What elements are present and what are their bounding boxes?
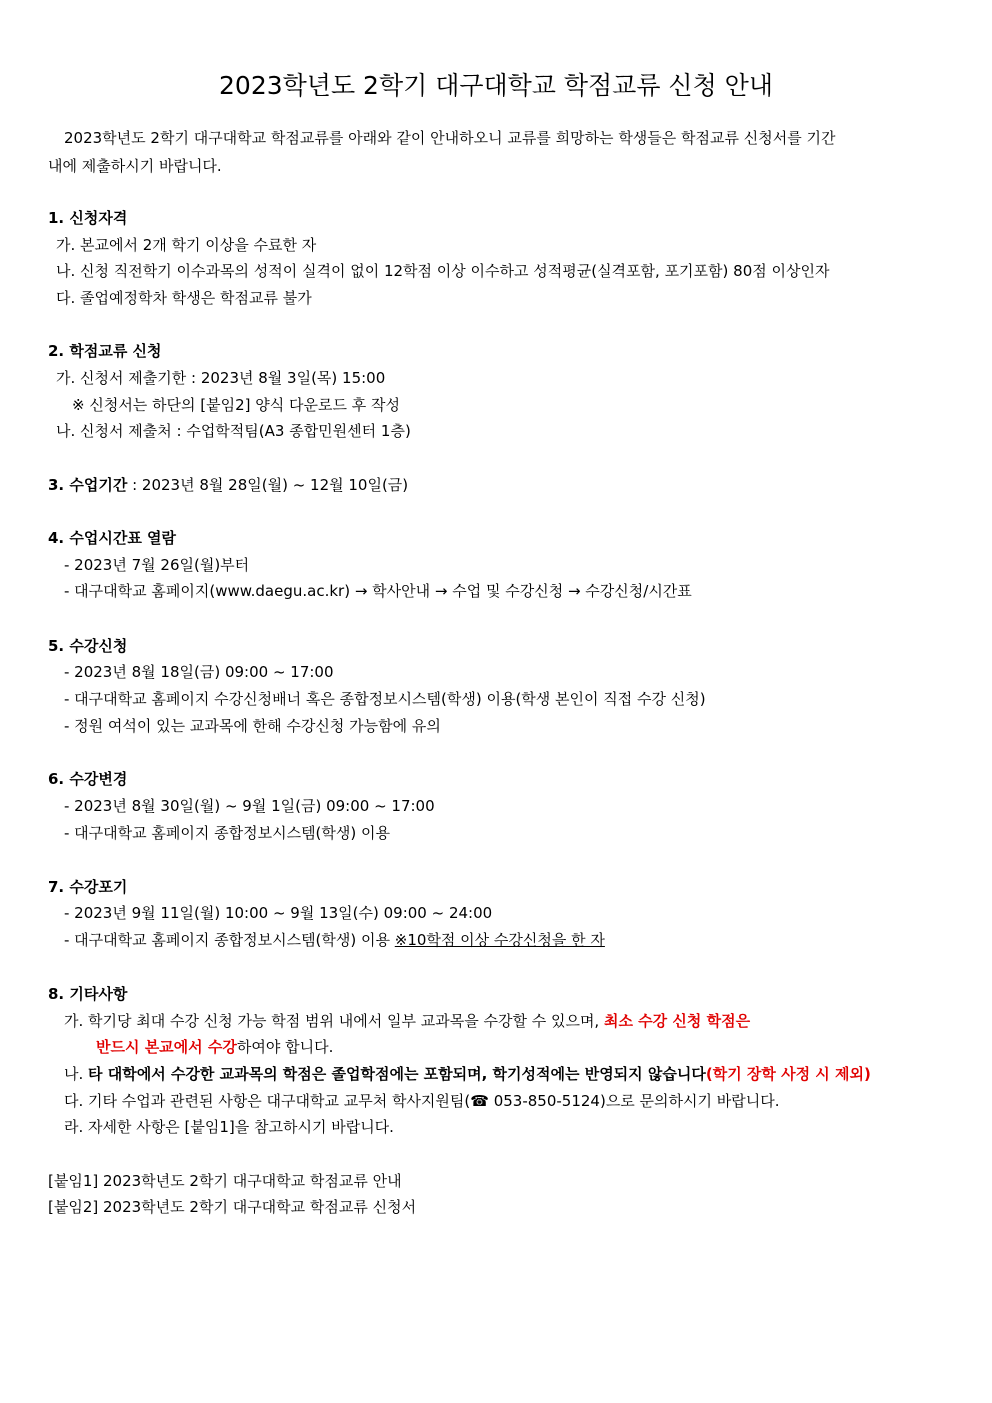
section-1-item-b: 나. 신청 직전학기 이수과목의 성적이 실격이 없이 12학점 이상 이수하고 성적평균(실격포함, 포기포함) 80점 이상인자 (56, 262, 830, 280)
section-2-heading: 2. 학점교류 신청 (48, 342, 162, 360)
section-8-item-b-prefix: 나. (64, 1065, 89, 1083)
section-7-item-b-note: ※10학점 이상 수강신청을 한 자 (394, 931, 605, 949)
attachment-1: [붙임1] 2023학년도 2학기 대구대학교 학점교류 안내 (48, 1172, 402, 1190)
section-8-item-a-suffix: 하여야 합니다. (236, 1038, 334, 1056)
section-6-item-b: - 대구대학교 홈페이지 종합정보시스템(학생) 이용 (64, 824, 390, 842)
section-7-heading: 7. 수강포기 (48, 878, 128, 896)
section-8-heading: 8. 기타사항 (48, 985, 128, 1003)
section-8-item-b (64, 1064, 871, 1084)
intro-line-1: 2023학년도 2학기 대구대학교 학점교류를 아래와 같이 안내하오니 교류를 희망하는 학생들은 학점교류 신청서를 기간 (64, 129, 836, 147)
section-6-item-a: - 2023년 8월 30일(월) ~ 9월 1일(금) 09:00 ~ 17:00 (64, 797, 435, 815)
section-8-item-a-emphasis-2: 반드시 본교에서 수강 (96, 1038, 237, 1056)
section-1-heading: 1. 신청자격 (48, 209, 128, 227)
section-7-item-b (64, 930, 605, 950)
section-5-heading: 5. 수강신청 (48, 637, 128, 655)
section-5-item-b: - 대구대학교 홈페이지 수강신청배너 혹은 종합정보시스템(학생) 이용(학생 본인이 직접 수강 신청) (64, 690, 706, 708)
section-1-item-c: 다. 졸업예정학차 학생은 학점교류 불가 (56, 289, 312, 307)
section-4-heading: 4. 수업시간표 열람 (48, 529, 177, 547)
section-7-item-a: - 2023년 9월 11일(월) 10:00 ~ 9월 13일(수) 09:00 ~ 24:00 (64, 904, 493, 922)
section-8-item-b-red: (학기 장학 사정 시 제외) (705, 1065, 871, 1083)
section-8-item-a-line-2 (96, 1037, 333, 1057)
section-8-item-a-emphasis-1: 최소 수강 신청 학점은 (603, 1012, 751, 1030)
section-3-heading: 3. 수업기간 (48, 476, 128, 494)
section-2-item-b: 나. 신청서 제출처 : 수업학적팀(A3 종합민원센터 1층) (56, 422, 411, 440)
document-title: 2023학년도 2학기 대구대학교 학점교류 신청 안내 (219, 71, 773, 100)
section-4-item-b: - 대구대학교 홈페이지(www.daegu.ac.kr) → 학사안내 → 수업 및 수강신청 → 수강신청/시간표 (64, 582, 692, 600)
section-8-item-d: 라. 자세한 사항은 [붙임1]을 참고하시기 바랍니다. (64, 1118, 394, 1136)
section-8-item-b-bold: 타 대학에서 수강한 교과목의 학점은 졸업학점에는 포함되며, 학기성적에는 반영되지 않습니다 (88, 1065, 706, 1083)
section-3-line (48, 475, 408, 495)
section-6-heading: 6. 수강변경 (48, 770, 128, 788)
section-8-item-a-text: 가. 학기당 최대 수강 신청 가능 학점 범위 내에서 일부 교과목을 수강할 수 있으며, (64, 1012, 604, 1030)
section-2-note: ※ 신청서는 하단의 [붙임2] 양식 다운로드 후 작성 (72, 396, 401, 414)
attachment-2: [붙임2] 2023학년도 2학기 대구대학교 학점교류 신청서 (48, 1198, 417, 1216)
section-5-item-a: - 2023년 8월 18일(금) 09:00 ~ 17:00 (64, 663, 334, 681)
section-8-item-a-line-1 (64, 1011, 750, 1031)
section-3-text: : 2023년 8월 28일(월) ~ 12월 10일(금) (127, 476, 409, 494)
section-8-item-c: 다. 기타 수업과 관련된 사항은 대구대학교 교무처 학사지원팀(☎ 053-850-5124)으로 문의하시기 바랍니다. (64, 1092, 780, 1110)
section-1-item-a: 가. 본교에서 2개 학기 이상을 수료한 자 (56, 236, 317, 254)
section-7-item-b-text: - 대구대학교 홈페이지 종합정보시스템(학생) 이용 (64, 931, 395, 949)
section-4-item-a: - 2023년 7월 26일(월)부터 (64, 556, 250, 574)
intro-line-2: 내에 제출하시기 바랍니다. (48, 157, 222, 175)
section-5-item-c: - 정원 여석이 있는 교과목에 한해 수강신청 가능함에 유의 (64, 717, 441, 735)
section-2-item-a: 가. 신청서 제출기한 : 2023년 8월 3일(목) 15:00 (56, 369, 386, 387)
